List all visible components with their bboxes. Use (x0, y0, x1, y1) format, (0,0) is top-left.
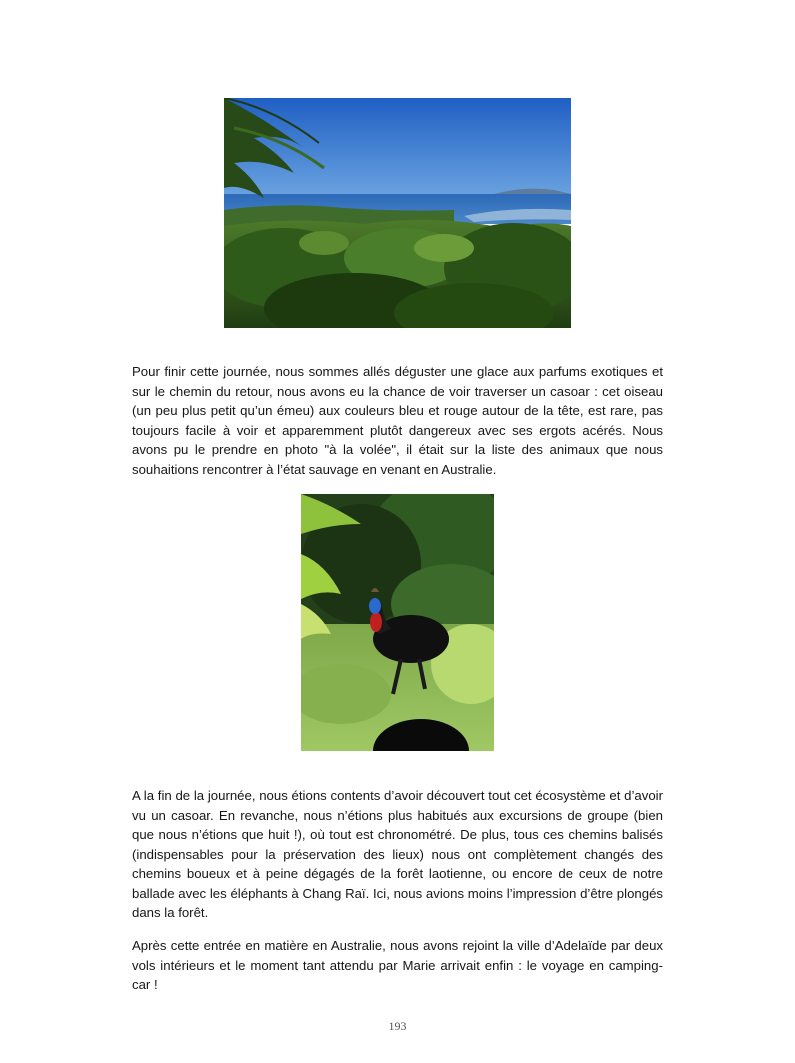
page-number: 193 (388, 1019, 407, 1033)
paragraph: Après cette entrée en matière en Australie, nous avons rejoint la ville d’Adelaïde par deux vols intérieurs et le moment tant attendu par Marie arrivait enfin : le voyage en camping-car ! (132, 938, 663, 992)
paragraph: Pour finir cette journée, nous sommes allés déguster une glace aux parfums exotiques et sur le chemin du retour, nous avons eu la chance de voir traverser un casoar : cet oiseau (un peu plus petit qu’un émeu) aux couleurs bleu et rouge autour de la tête, est rare, pas toujours facile à voir et apparemment plutôt dangereux avec ses ergots acérés. Nous avons pu le prendre en photo "à la volée", il était sur la liste des animaux que nous souhaitions rencontrer à l’état sauvage en venant en Australie. (132, 364, 663, 477)
rainforest-coast-photo (224, 98, 571, 328)
cassowary-photo (301, 494, 494, 751)
paragraph: A la fin de la journée, nous étions contents d’avoir découvert tout cet écosystème et d’avoir vu un casoar. En revanche, nous n’étions plus habitués aux excursions de groupe (bien que nous n’étions que huit !), où tout est chronométré. De plus, tous ces chemins balisés (indispensables pour la préservation des lieux) nous ont complètement changés des chemins boueux et à peine dégagés de la forêt laotienne, ou encore de ceux de notre ballade avec les éléphants à Chang Raï. Ici, nous avions moins l’impression d’être plongés dans la forêt. (132, 788, 663, 920)
